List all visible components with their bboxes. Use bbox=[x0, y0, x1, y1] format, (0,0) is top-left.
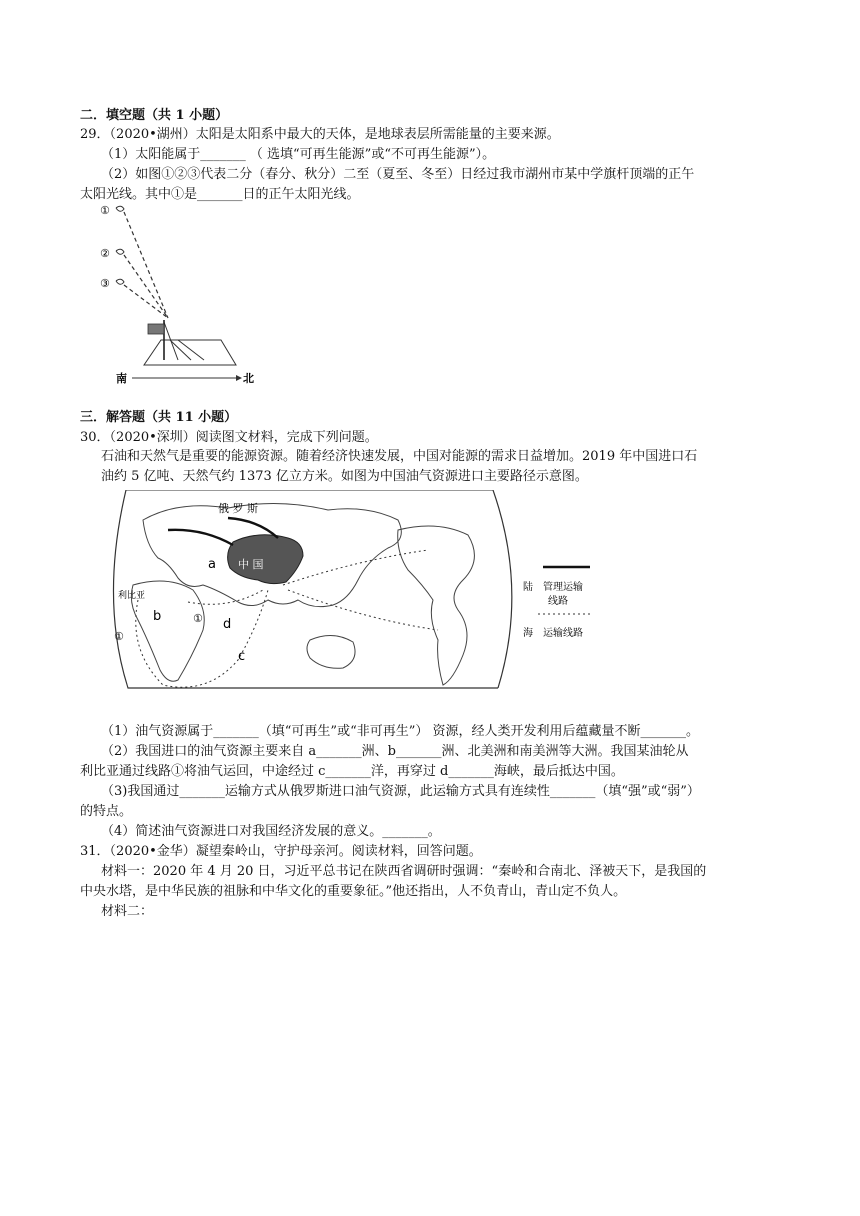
label-b: b bbox=[153, 609, 162, 624]
question-30-material-line2: 油约 5 亿吨、天然气约 1373 亿立方米。如图为中国油气资源进口主要路径示意图。 bbox=[101, 469, 588, 484]
route-1-marker: ① bbox=[114, 630, 124, 643]
label-a: a bbox=[208, 557, 216, 572]
ray-marker-2: ② bbox=[100, 247, 110, 260]
shipping-route bbox=[288, 590, 438, 630]
question-31-material2: 材料二： bbox=[101, 904, 154, 919]
flag bbox=[148, 324, 164, 334]
label-d: d bbox=[223, 617, 232, 632]
question-30-stem: 30．（2020•深圳）阅读图文材料，完成下列问题。 bbox=[80, 430, 378, 445]
legend-pipeline-label-1: 管理运输 bbox=[543, 582, 583, 593]
section-heading-fill-in: 二．填空题（共 1 小题） bbox=[80, 108, 229, 123]
legend-shipping-label: 运输线路 bbox=[543, 628, 583, 639]
legend-pipeline-label-2: 线路 bbox=[548, 596, 568, 607]
sun-icon bbox=[116, 249, 124, 254]
ground-plane bbox=[144, 340, 236, 365]
label-c: c bbox=[238, 649, 246, 664]
sun-icon bbox=[116, 206, 124, 211]
question-31-material1-line1: 材料一：2020 年 4 月 20 日，习近平总书记在陕西省调研时强调：“秦岭和合南北、泽被天下，是我国的 bbox=[101, 864, 707, 879]
map-frame-right bbox=[493, 490, 512, 688]
question-30-part4: （4）简述油气资源进口对我国经济发展的意义。_______。 bbox=[101, 824, 441, 839]
australia-continent bbox=[307, 635, 355, 668]
label-libya: 利比亚 bbox=[118, 591, 146, 601]
question-31-material1-line2: 中央水塔，是中华民族的祖脉和中华文化的重要象征。”他还指出，人不负青山，青山定不负人。 bbox=[80, 884, 627, 899]
question-30-part2-line2: 利比亚通过线路①将油气运回，中途经过 c_______洋，再穿过 d_______海峡，最后抵达中国。 bbox=[80, 764, 624, 779]
sun-ray-1 bbox=[124, 212, 168, 318]
label-china: 中 国 bbox=[238, 558, 264, 571]
shadow-line bbox=[170, 340, 191, 360]
sun-icon bbox=[116, 279, 124, 284]
question-30-part2-line1: （2）我国进口的油气资源主要来自 a_______洲、b_______洲、北美洲和南美洲等大洲。我国某油轮从 bbox=[101, 744, 689, 759]
americas-continent bbox=[398, 526, 475, 685]
flagpole-sunlight-figure bbox=[96, 200, 256, 390]
question-30-material-line1: 石油和天然气是重要的能源资源。随着经济快速发展，中国对能源的需求日益增加。2019 年中国进口石 bbox=[101, 449, 698, 464]
label-russia: 俄 罗 斯 bbox=[218, 502, 258, 515]
question-30-part3-line2: 的特点。 bbox=[80, 804, 133, 819]
question-29-stem: 29．（2020•湖州）太阳是太阳系中最大的天体，是地球表层所需能量的主要来源。 bbox=[80, 127, 560, 142]
section-heading-answer: 三．解答题（共 11 小题） bbox=[80, 410, 238, 425]
north-label: 北 bbox=[243, 372, 254, 385]
question-30-part1: （1）油气资源属于_______（填“可再生”或“非可再生”） 资源，经人类开发利用后蕴藏量不断_______。 bbox=[101, 724, 699, 739]
ray-marker-1: ① bbox=[100, 204, 110, 217]
sun-ray-3 bbox=[124, 285, 168, 318]
legend-sea: 海 bbox=[523, 628, 533, 639]
question-29-part2-line2: 太阳光线。其中①是_______日的正午太阳光线。 bbox=[80, 187, 360, 202]
question-29-part1: （1）太阳能属于_______ （ 选填“可再生能源”或“不可再生能源”）。 bbox=[101, 147, 496, 162]
shipping-route bbox=[188, 590, 263, 604]
oil-gas-import-route-map bbox=[98, 490, 748, 715]
arrow-icon bbox=[236, 375, 242, 381]
question-31-stem: 31．（2020•金华）凝望秦岭山，守护母亲河。阅读材料，回答问题。 bbox=[80, 844, 482, 859]
shipping-route-1 bbox=[136, 590, 268, 687]
pipeline-route bbox=[168, 530, 233, 545]
question-29-part2-line1: （2）如图①②③代表二分（春分、秋分）二至（夏至、冬至）日经过我市湖州市某中学旗杆顶端的正午 bbox=[101, 167, 695, 182]
south-label: 南 bbox=[116, 372, 127, 385]
legend-land: 陆 bbox=[523, 582, 533, 593]
ray-marker-3: ③ bbox=[100, 277, 110, 290]
route-1-marker-b: ① bbox=[193, 612, 203, 625]
question-30-part3-line1: （3)我国通过_______运输方式从俄罗斯进口油气资源，此运输方式具有连续性_______（填“强”或“弱”） bbox=[101, 784, 700, 799]
shadow-line bbox=[178, 340, 204, 360]
map-frame-left bbox=[113, 490, 498, 688]
